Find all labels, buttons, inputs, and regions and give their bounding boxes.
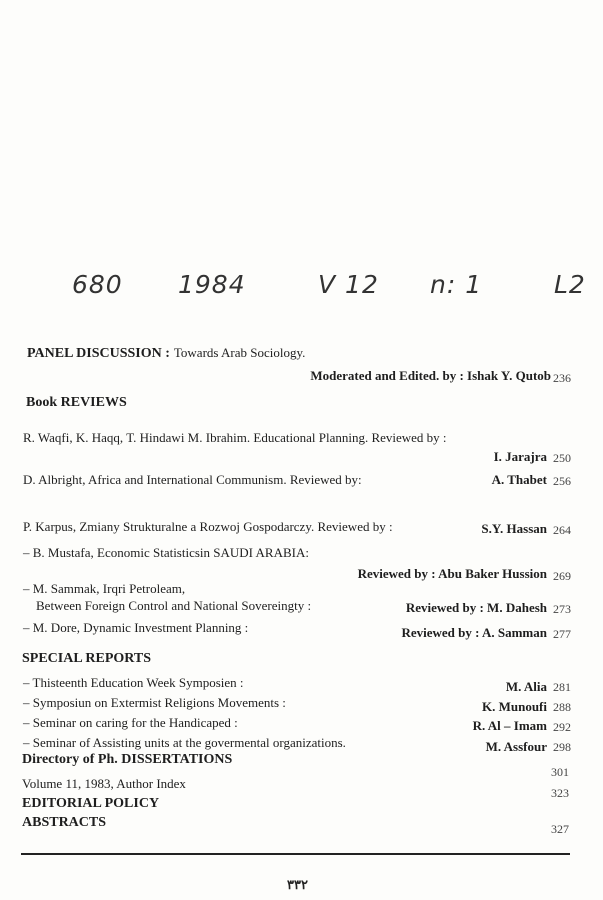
bottom-rule <box>21 853 570 855</box>
report-2-author: K. Munoufi <box>481 699 547 714</box>
review-3-reviewer: S.Y. Hassan <box>481 521 547 536</box>
review-6-reviewer: Reviewed by : A. Samman <box>401 625 547 640</box>
panel-title: Towards Arab Sociology. <box>173 345 306 360</box>
handwritten-call-number: 680 <box>72 270 123 299</box>
review-6-title: – M. Dore, Dynamic Investment Planning : <box>23 620 249 635</box>
review-3-title: P. Karpus, Zmiany Strukturalne a Rozwoj Gospodarczy. Reviewed by : <box>23 519 393 534</box>
volume-index: Volume 11, 1983, Author Index <box>22 776 186 791</box>
review-2-title: D. Albright, Africa and International Communism. Reviewed by: <box>23 472 362 487</box>
handwritten-year: 1984 <box>178 270 246 299</box>
handwritten-mark: L2 <box>554 270 586 299</box>
panel-page: 236 <box>553 371 571 385</box>
abstracts-page: 327 <box>551 822 569 836</box>
report-1-page: 281 <box>553 680 571 694</box>
report-3-title: – Seminar on caring for the Handicaped : <box>23 715 238 730</box>
report-1-author: M. Alia <box>505 679 547 694</box>
panel-discussion-line <box>27 344 305 362</box>
report-1-title: – Thisteenth Education Week Symposien : <box>23 675 244 690</box>
review-4-page: 269 <box>553 569 571 583</box>
review-5-reviewer: Reviewed by : M. Dahesh <box>405 600 547 615</box>
editorial-policy-heading: EDITORIAL POLICY <box>22 796 160 811</box>
handwritten-volume: V 12 <box>318 270 379 299</box>
review-5-title-cont: Between Foreign Control and National Sovereingty : <box>36 598 312 613</box>
review-1-title: R. Waqfi, K. Haqq, T. Hindawi M. Ibrahim. Educational Planning. Reviewed by : <box>23 430 447 445</box>
review-2-page: 256 <box>553 474 571 488</box>
directory-heading: Directory of Ph. DISSERTATIONS <box>22 752 233 767</box>
footer-page-number: ٣٣٢ <box>287 877 308 892</box>
review-1-page: 250 <box>553 451 571 465</box>
review-3-page: 264 <box>553 523 571 537</box>
review-6-page: 277 <box>553 627 571 641</box>
handwritten-issue: n: 1 <box>430 270 483 299</box>
report-2-page: 288 <box>553 700 571 714</box>
abstracts-heading: ABSTRACTS <box>22 815 107 830</box>
directory-page: 301 <box>551 765 569 779</box>
review-4-reviewer: Reviewed by : Abu Baker Hussion <box>357 566 547 581</box>
report-4-title: – Seminar of Assisting units at the govermental organizations. <box>23 735 346 750</box>
review-4-title: – B. Mustafa, Economic Statisticsin SAUDI ARABIA: <box>23 545 309 560</box>
panel-heading: PANEL DISCUSSION : <box>27 346 170 361</box>
panel-credit: Moderated and Edited. by : Ishak Y. Qutob <box>310 368 551 383</box>
report-3-author: R. Al – Imam <box>472 718 547 733</box>
book-reviews-heading: Book REVIEWS <box>26 395 127 410</box>
special-reports-heading: SPECIAL REPORTS <box>22 651 152 666</box>
review-5-page: 273 <box>553 602 571 616</box>
volume-index-page: 323 <box>551 786 569 800</box>
review-1-reviewer: I. Jarajra <box>493 449 547 464</box>
report-3-page: 292 <box>553 720 571 734</box>
report-4-page: 298 <box>553 740 571 754</box>
review-2-reviewer: A. Thabet <box>491 472 547 487</box>
report-2-title: – Symposiun on Extermist Religions Movements : <box>23 695 286 710</box>
review-5-title: – M. Sammak, Irqri Petroleam, <box>23 581 186 596</box>
report-4-author: M. Assfour <box>485 739 547 754</box>
